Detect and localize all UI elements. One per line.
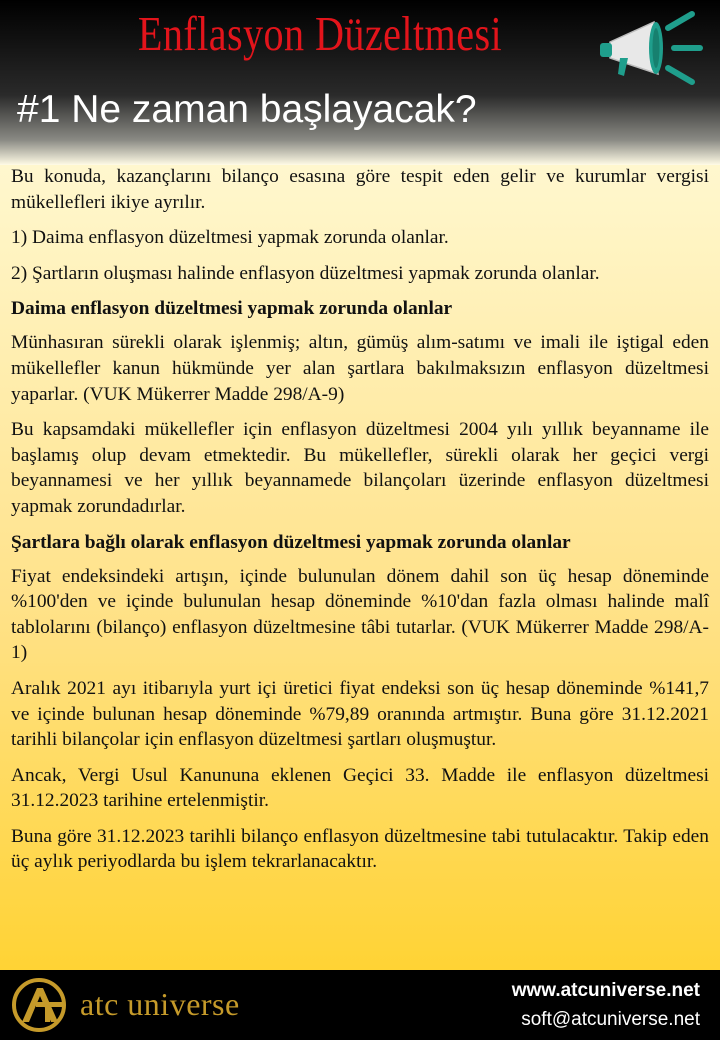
header (0, 0, 720, 165)
email-link[interactable]: soft@atcuniverse.net (521, 1009, 700, 1030)
megaphone-icon (596, 8, 706, 88)
intro-paragraph: Bu konuda, kazançlarını bilanço esasına göre tespit eden gelir ve kurumlar vergisi mükellefleri ikiye ayrılır. (11, 166, 709, 213)
section-2-paragraph-4: Buna göre 31.12.2023 tarihli bilanço enflasyon düzeltmesine tabi tutulacaktır. Takip eden üç aylık periyodlarda bu işlem tekrarlanacaktır. (11, 825, 709, 873)
atc-logo-icon (10, 976, 68, 1034)
subtitle: #1 Ne zaman başlayacak? (17, 88, 477, 131)
section-1-paragraph-2: Bu kapsamdaki mükellefler için enflasyon düzeltmesi 2004 yılı yıllık beyanname ile başlamış olup devam etmektedir. Bu mükellefler, sürekli olarak her geçici vergi beyannamesi ve her yıllık beyannamede bilançoları üzerinde enflasyon düzeltmesi yapmak zorundadırlar. (11, 419, 709, 517)
brand-logo (10, 976, 270, 1034)
list-item-1: 1) Daima enflasyon düzeltmesi yapmak zorunda olanlar. (11, 227, 449, 249)
section-2-paragraph-1: Fiyat endeksindeki artışın, içinde bulunulan dönem dahil son üç hesap döneminde %100'den ve içinde bulunulan hesap döneminde %10'dan fazla olması halinde malî tablolarını (bilanço) enflasyon düzeltmesine tâbi tutarlar. (VUK Mükerrer Madde 298/A-1) (11, 565, 709, 664)
website-link[interactable]: www.atcuniverse.net (511, 980, 700, 1001)
section-2-heading: Şartlara bağlı olarak enflasyon düzeltmesi yapmak zorunda olanlar (11, 531, 571, 553)
section-2-paragraph-3: Ancak, Vergi Usul Kanununa eklenen Geçici 33. Madde ile enflasyon düzeltmesi 31.12.2023 tarihine ertelenmiştir. (11, 764, 709, 812)
brand-name: atc universe (80, 986, 240, 1022)
footer (0, 970, 720, 1040)
main-title: Enflasyon Düzeltmesi (137, 6, 503, 61)
list-item-2: 2) Şartların oluşması halinde enflasyon düzeltmesi yapmak zorunda olanlar. (11, 262, 600, 284)
section-1-heading: Daima enflasyon düzeltmesi yapmak zorunda olanlar (11, 298, 453, 320)
section-1-paragraph-1: Münhasıran sürekli olarak işlenmiş; altın, gümüş alım-satımı ve imali ile iştigal eden mükellefler kanun hükmünde yer alan şartlara bakılmaksızın enflasyon düzeltmesi yaparlar. (VUK Mükerrer Madde 298/A-9) (11, 332, 709, 405)
section-2-paragraph-2: Aralık 2021 ayı itibarıyla yurt içi üretici fiyat endeksi son üç hesap döneminde %141,7 ve içinde bulunan hesap döneminde %79,89 oranında artmıştır. Buna göre 31.12.2021 tarihli bilançolar için enflasyon düzeltmesi şartları oluşmuştur. (11, 677, 709, 751)
article-body (11, 164, 709, 885)
